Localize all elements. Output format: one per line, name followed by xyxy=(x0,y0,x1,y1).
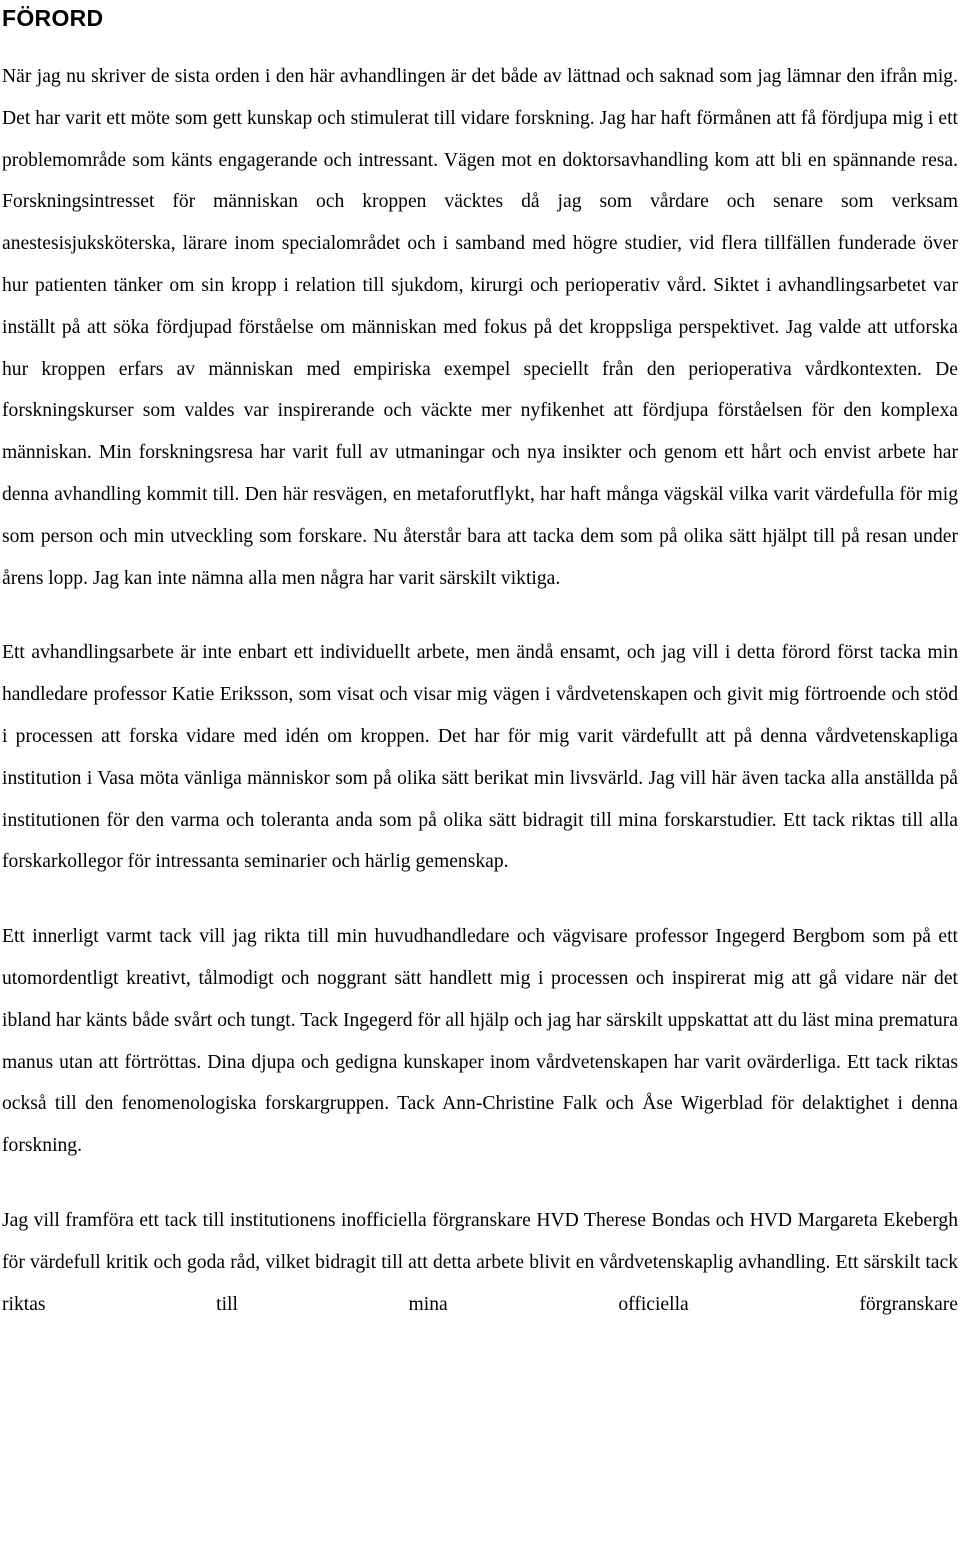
page-title: FÖRORD xyxy=(2,5,104,31)
paragraph-intro: När jag nu skriver de sista orden i den här avhandlingen är det både av lättnad och saknad som jag lämnar den ifrån mig. Det har varit ett möte som gett kunskap och stimulerat till vidare forskning. Jag har haft förmånen att få fördjupa mig i ett problemområde som känts engagerande och intressant. Vägen mot en doktorsavhandling kom att bli en spännande resa. Forskningsintresset för människan och kroppen väcktes då jag som vårdare och senare som verksam anestesisjuksköterska, lärare inom specialområdet och i samband med högre studier, vid flera tillfällen funderade över hur patienten tänker om sin kropp i relation till sjukdom, kirurgi och perioperativ vård. Siktet i avhandlingsarbetet var inställt på att söka fördjupad förståelse om människan med fokus på det kroppsliga perspektivet. Jag valde att utforska hur kroppen erfars av människan med empiriska exempel speciellt från den perioperativa vårdkontexten. De forskningskurser som valdes var inspirerande och väckte mer nyfikenhet att fördjupa förståelsen för den komplexa människan. Min forskningsresa har varit full av utmaningar och nya insikter och genom ett hårt och envist arbete har denna avhandling kommit till. Den här resvägen, en metaforutflykt, har haft många vägskäl vilka varit värdefulla för mig som person och min utveckling som forskare. Nu återstår bara att tacka dem som på olika sätt hjälpt till på resan under årens lopp. Jag kan inte nämna alla men några har varit särskilt viktiga. xyxy=(2,66,958,589)
paragraph-main-supervisor-thanks: Ett innerligt varmt tack vill jag rikta till min huvudhandledare och vägvisare professor Ingegerd Bergbom som på ett utomordentligt kreativt, tålmodigt och noggrant sätt handlett mig i processen och inspirerat mig att gå vidare när det ibland har känts både svårt och tungt. Tack Ingegerd för all hjälp och jag har särskilt uppskattat att du läst mina prematura manus utan att förtröttas. Dina djupa och gedigna kunskaper inom vårdvetenskapen har varit ovärderliga. Ett tack riktas också till den fenomenologiska forskargruppen. Tack Ann-Christine Falk och Åse Wigerblad för delaktighet i denna forskning. xyxy=(2,926,958,1157)
paragraph-supervisor-thanks: Ett avhandlingsarbete är inte enbart ett individuellt arbete, men ändå ensamt, och jag vill i detta förord först tacka min handledare professor Katie Eriksson, som visat och visar mig vägen i vårdvetenskapen och givit mig förtroende och stöd i processen att forska vidare med idén om kroppen. Det har för mig varit värdefullt att på denna vårdvetenskapliga institution i Vasa möta vänliga människor som på olika sätt berikat min livsvärld. Jag vill här även tacka alla anställda på institutionen för den varma och toleranta anda som på olika sätt bidragit till mina forskarstudier. Ett tack riktas till alla forskarkollegor för intressanta seminarier och härlig gemenskap. xyxy=(2,642,958,873)
paragraph-reviewers-thanks: Jag vill framföra ett tack till institutionens inofficiella förgranskare HVD Therese Bondas och HVD Margareta Ekebergh för värdefull kritik och goda råd, vilket bidragit till att detta arbete blivit en vårdvetenskaplig avhandling. Ett särskilt tack riktas till mina officiella förgranskare xyxy=(2,1209,958,1315)
